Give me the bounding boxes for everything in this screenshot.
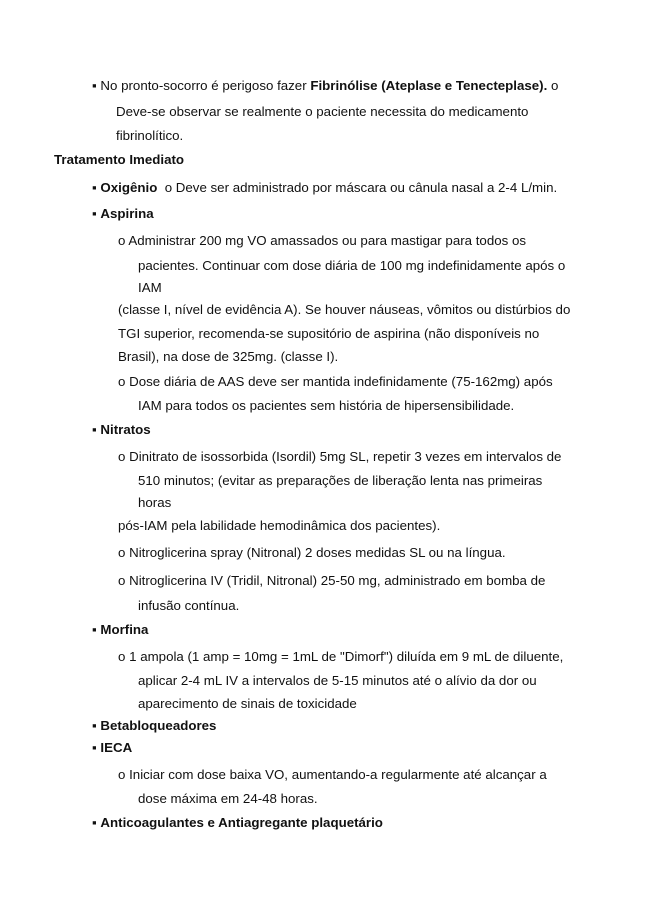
morfina-sub1-line-1 [118, 649, 563, 665]
ieca-item [92, 740, 132, 756]
anticoagulantes-item [92, 815, 383, 831]
aspirina-cont-line-2: TGI superior, recomenda-se supositório de aspirina (não disponíveis no [118, 326, 540, 341]
intro-line-3: fibrinolítico. [116, 128, 184, 143]
sub-marker: o [118, 545, 126, 560]
bullet-marker: ▪ [92, 78, 97, 93]
betabloqueadores-item [92, 718, 216, 734]
aspirina-sub1-line-1 [118, 233, 526, 249]
sub-marker: o [118, 449, 126, 464]
aspirina-sub1-text: Administrar 200 mg VO amassados ou para mastigar para todos os [128, 233, 526, 248]
betabloqueadores-label: Betabloqueadores [100, 718, 217, 733]
oxigenio-label: Oxigênio [100, 180, 158, 195]
sub-marker: o [551, 78, 559, 93]
intro-text: No pronto-socorro é perigoso fazer [100, 78, 311, 93]
bullet-marker: ▪ [92, 740, 97, 755]
anticoagulantes-label: Anticoagulantes e Antiagregante plaquetário [100, 815, 383, 830]
nitratos-item [92, 422, 151, 438]
aspirina-cont-line-1: (classe I, nível de evidência A). Se houver náuseas, vômitos ou distúrbios do [118, 302, 571, 317]
nitratos-sub3-line-1 [118, 573, 545, 589]
aspirina-item [92, 206, 154, 222]
nitratos-cont-line: pós-IAM pela labilidade hemodinâmica dos pacientes). [118, 518, 441, 533]
section-title: Tratamento Imediato [54, 152, 185, 167]
bullet-marker: ▪ [92, 718, 97, 733]
bullet-marker: ▪ [92, 622, 97, 637]
morfina-sub1-line-3: aparecimento de sinais de toxicidade [138, 696, 357, 711]
sub-marker: o [118, 233, 126, 248]
nitratos-sub1-text: Dinitrato de isossorbida (Isordil) 5mg SL, repetir 3 vezes em intervalos de [129, 449, 562, 464]
aspirina-label: Aspirina [100, 206, 154, 221]
oxigenio-item [92, 180, 557, 196]
sub-marker: o [118, 573, 126, 588]
ieca-sub1-line-2: dose máxima em 24-48 horas. [138, 791, 318, 806]
nitratos-sub1-line-3: horas [138, 495, 172, 510]
sub-marker: o [118, 374, 126, 389]
sub-marker: o [118, 649, 126, 664]
nitratos-label: Nitratos [100, 422, 151, 437]
aspirina-sub1-line-2: pacientes. Continuar com dose diária de 100 mg indefinidamente após o [138, 258, 566, 273]
intro-line-2: Deve-se observar se realmente o paciente necessita do medicamento [116, 104, 529, 119]
aspirina-cont-line-3: Brasil), na dose de 325mg. (classe I). [118, 349, 339, 364]
morfina-sub1-line-2: aplicar 2-4 mL IV a intervalos de 5-15 minutos até o alívio da dor ou [138, 673, 537, 688]
intro-line-1 [92, 78, 558, 94]
bullet-marker: ▪ [92, 422, 97, 437]
nitratos-sub3-text: Nitroglicerina IV (Tridil, Nitronal) 25-50 mg, administrado em bomba de [129, 573, 546, 588]
aspirina-sub2-text: Dose diária de AAS deve ser mantida indefinidamente (75-162mg) após [129, 374, 553, 389]
nitratos-sub1-line-2: 510 minutos; (evitar as preparações de liberação lenta nas primeiras [138, 473, 543, 488]
aspirina-sub2-line-1 [118, 374, 553, 390]
oxigenio-text: o Deve ser administrado por máscara ou cânula nasal a 2-4 L/min. [164, 180, 558, 195]
morfina-sub1-text: 1 ampola (1 amp = 10mg = 1mL de "Dimorf") diluída em 9 mL de diluente, [129, 649, 564, 664]
bullet-marker: ▪ [92, 180, 97, 195]
ieca-label: IECA [100, 740, 133, 755]
ieca-sub1-line-1 [118, 767, 547, 783]
nitratos-sub2-line-1 [118, 545, 506, 561]
bullet-marker: ▪ [92, 206, 97, 221]
intro-bold-text: Fibrinólise (Ateplase e Tenecteplase). [310, 78, 548, 93]
morfina-item [92, 622, 148, 638]
nitratos-sub2-text: Nitroglicerina spray (Nitronal) 2 doses medidas SL ou na língua. [129, 545, 506, 560]
bullet-marker: ▪ [92, 815, 97, 830]
morfina-label: Morfina [100, 622, 149, 637]
sub-marker: o [118, 767, 126, 782]
aspirina-sub2-line-2: IAM para todos os pacientes sem história de hipersensibilidade. [138, 398, 515, 413]
nitratos-sub1-line-1 [118, 449, 561, 465]
nitratos-sub3-line-2: infusão contínua. [138, 598, 240, 613]
aspirina-sub1-line-3: IAM [138, 280, 162, 295]
ieca-sub1-text: Iniciar com dose baixa VO, aumentando-a regularmente até alcançar a [129, 767, 547, 782]
